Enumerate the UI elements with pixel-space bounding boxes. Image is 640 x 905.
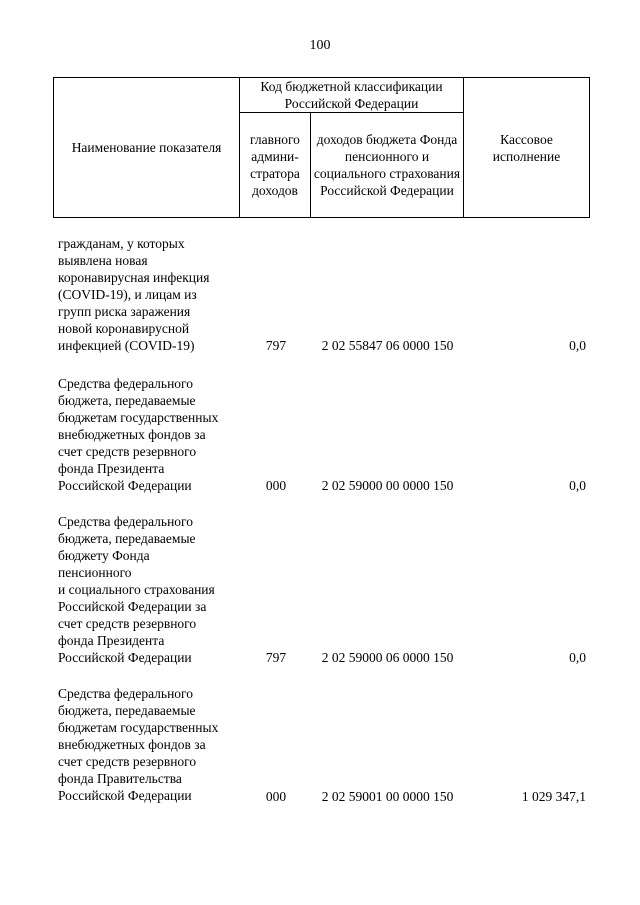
row-execution-value: 0,0 [569, 478, 586, 493]
row-admin-code: 000 [265, 789, 287, 804]
row-execution-value: 1 029 347,1 [521, 789, 586, 804]
row-admin-code: 000 [265, 478, 287, 493]
header-income-column: доходов бюджета Фонда пенсионного и социального страхования Российской Федерации [311, 113, 464, 218]
table-header [53, 77, 590, 218]
header-admin-column: главного админи-стратора доходов [240, 113, 311, 218]
row-admin-code: 797 [265, 338, 287, 353]
page-number: 100 [309, 38, 331, 53]
row-name: гражданам, у которых выявлена новая коронавирусная инфекция (COVID-19), и лицам из групп риска заражения новой коронавирусной инфекцией (COVID-19) [58, 236, 210, 353]
header-code-group: Код бюджетной классификации Российской Федерации [240, 78, 464, 113]
row-execution-value: 0,0 [569, 338, 586, 353]
row-classification-code: 2 02 59001 00 0000 150 [321, 789, 454, 804]
row-name: Средства федерального бюджета, передаваемые бюджету Фонда пенсионного и социального страхования Российской Федерации за счет средств резервного фонда Президента Российской Федерации [58, 514, 215, 665]
row-admin-code: 797 [265, 650, 287, 665]
row-classification-code: 2 02 55847 06 0000 150 [321, 338, 454, 353]
row-classification-code: 2 02 59000 06 0000 150 [321, 650, 454, 665]
row-classification-code: 2 02 59000 00 0000 150 [321, 478, 454, 493]
header-execution-column: Кассовое исполнение [464, 78, 590, 218]
row-execution-value: 0,0 [569, 650, 586, 665]
row-name: Средства федерального бюджета, передаваемые бюджетам государственных внебюджетных фондов за счет средств резервного фонда Правительства Российской Федерации [58, 686, 219, 803]
header-name-column: Наименование показателя [54, 78, 240, 218]
row-name: Средства федерального бюджета, передаваемые бюджетам государственных внебюджетных фондов за счет средств резервного фонда Президента Российской Федерации [58, 376, 219, 493]
